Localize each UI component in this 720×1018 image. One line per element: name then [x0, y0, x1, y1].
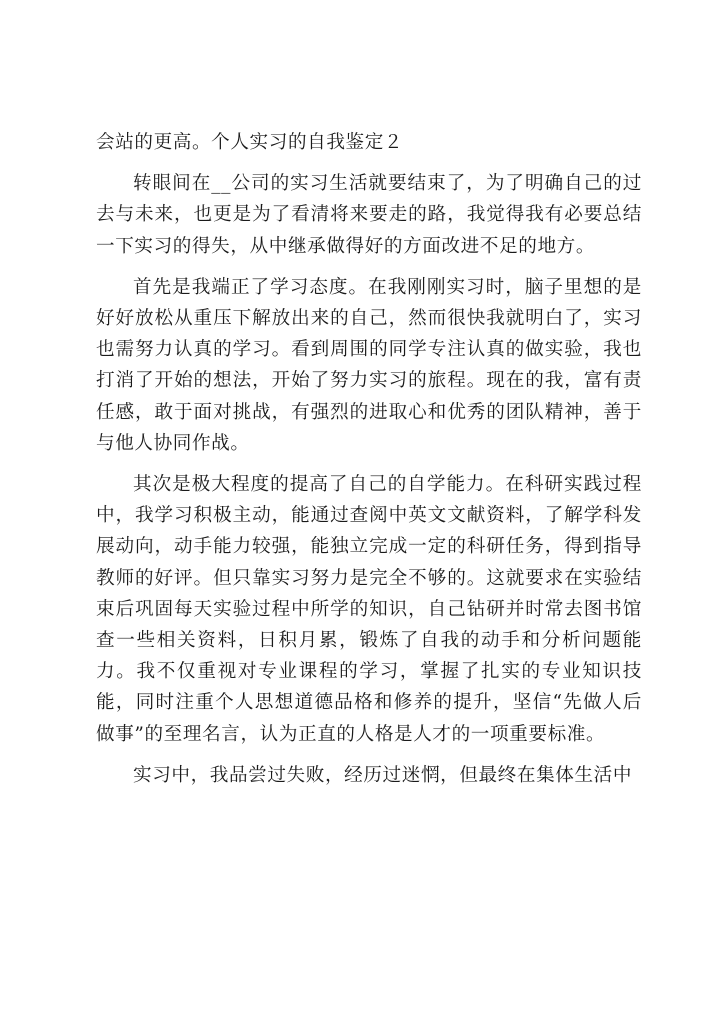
paragraph-1: 转眼间在__公司的实习生活就要结束了，为了明确自己的过去与未来，也更是为了看清将来要走的路，我觉得我有必要总结一下实习的得失，从中继承做得好的方面改进不足的地方。 [96, 173, 642, 257]
paragraph-2: 首先是我端正了学习态度。在我刚刚实习时，脑子里想的是好好放松从重压下解放出来的自己，然而很快我就明白了，实习也需努力认真的学习。看到周围的同学专注认真的做实验，我也打消了开始的想法，开始了努力实习的旅程。现在的我，富有责任感，敢于面对挑战，有强烈的进取心和优秀的团队精神，善于与他人协同作战。 [96, 276, 642, 454]
paragraph-3: 其次是极大程度的提高了自己的自学能力。在科研实践过程中，我学习积极主动，能通过查阅中英文文献资料，了解学科发展动向，动手能力较强，能独立完成一定的科研任务，得到指导教师的好评。但只靠实习努力是完全不够的。这就要求在实验结束后巩固每天实验过程中所学的知识，自己钻研并时常去图书馆查一些相关资料，日积月累，锻炼了自我的动手和分析问题能力。我不仅重视对专业课程的学习，掌握了扎实的专业知识技能，同时注重个人思想道德品格和修养的提升，坚信“先做人后做事”的至理名言，认为正直的人格是人才的一项重要标准。 [96, 474, 642, 745]
paragraph-4: 实习中，我品尝过失败，经历过迷惘，但最终在集体生活中 [133, 764, 633, 786]
document-page [96, 127, 642, 801]
heading-line: 会站的更高。个人实习的自我鉴定２ [96, 132, 404, 153]
